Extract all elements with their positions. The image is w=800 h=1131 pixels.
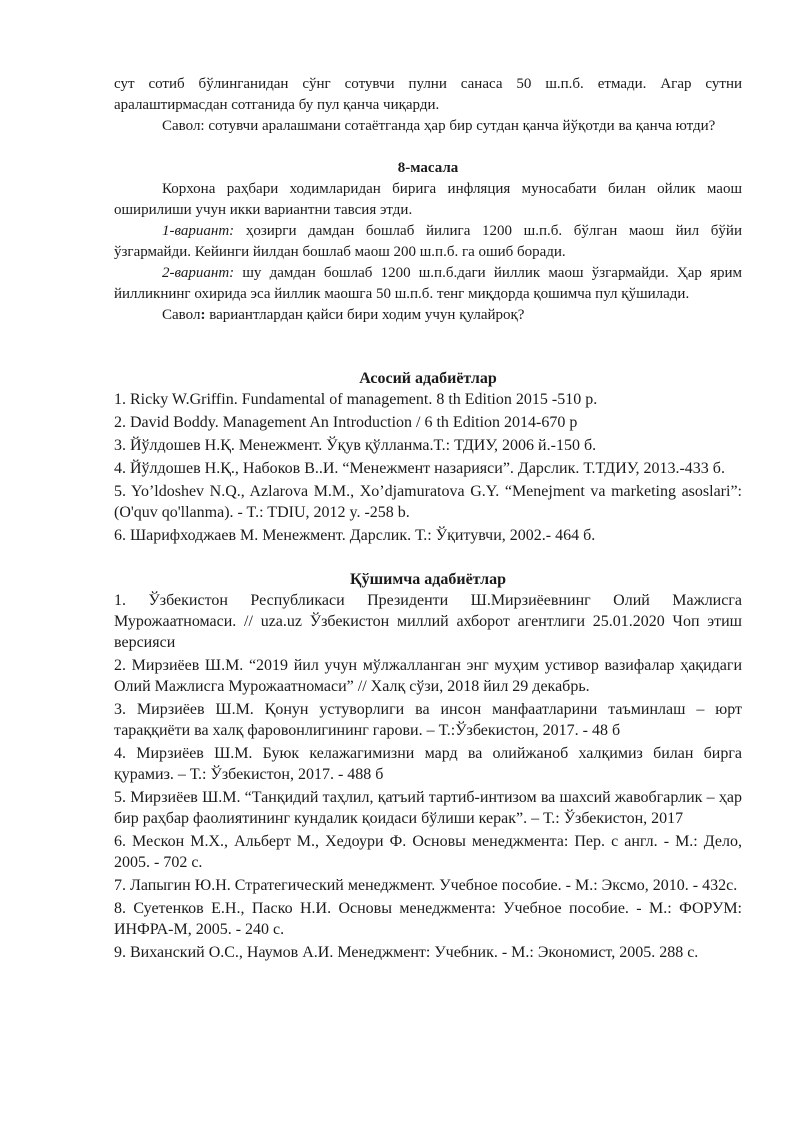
extra-lit-item: 5. Мирзиёев Ш.М. “Танқидий таҳлил, қатъий тартиб-интизом ва шахсий жавобгарлик – ҳар бир раҳбар фаолиятининг кундалик қоидаси бўлиши керак”. – Т.: Ўзбекистон, 2017	[114, 789, 742, 827]
main-lit-item: 5. Yo’ldoshev N.Q., Azlarova M.M., Xo’djamuratova G.Y. “Menejment va marketing asoslari”: (O'quv qo'llanma). - T.: TDIU, 2012 y. -258 b.	[114, 483, 742, 521]
main-literature-title: Асосий адабиётлар	[359, 370, 497, 387]
question-text: вариантлардан қайси бири ходим учун қулайроқ?	[205, 307, 525, 323]
main-lit-item: 4. Йўлдошев Н.Қ., Набоков В..И. “Менежмент назарияси”. Дарслик. Т.ТДИУ, 2013.-433 б.	[114, 460, 725, 477]
extra-lit-item: 1. Ўзбекистон Республикаси Президенти Ш.Мирзиёевнинг Олий Мажлисга Мурожаатномаси. // uza.uz Ўзбекистон миллий ахборот агентлиги 25.01.2020 Чоп этиш версияси	[114, 592, 742, 651]
task8-question	[114, 305, 742, 326]
main-lit-item: 3. Йўлдошев Н.Қ. Менежмент. Ўқув қўлланма.Т.: ТДИУ, 2006 й.-150 б.	[114, 437, 597, 454]
variant1-text: ҳозирги дамдан бошлаб йилига 1200 ш.п.б. бўлган маош йил бўйи ўзгармайди. Кейинги йилдан бошлаб маош 200 ш.п.б. га ошиб боради.	[114, 223, 742, 260]
extra-literature-title: Қўшимча адабиётлар	[350, 571, 506, 588]
extra-lit-item: 2. Мирзиёев Ш.М. “2019 йил учун мўлжалланган энг муҳим устивор вазифалар ҳақидаги Олий Мажлисга Мурожаатномаси” // Халқ сўзи, 2018 йил 29 декабрь.	[114, 657, 742, 695]
intro-paragraph: сут сотиб бўлинганидан сўнг сотувчи пулни санаса 50 ш.п.б. етмади. Агар сутни аралаштирмасдан сотганида бу пул қанча чиқарди.	[114, 76, 742, 113]
extra-literature-list	[114, 590, 742, 963]
task8-variant1	[114, 221, 742, 263]
question-colon: :	[200, 307, 206, 323]
main-lit-item: 6. Шарифходжаев М. Менежмент. Дарслик. Т.: Ўқитувчи, 2002.- 464 б.	[114, 527, 596, 544]
document-page	[114, 74, 742, 965]
task8-paragraph: Корхона раҳбари ходимларидан бирига инфляция муносабати билан ойлик маош оширилиши учун икки вариантни тавсия этди.	[114, 181, 742, 218]
extra-lit-item: 9. Виханский О.С., Наумов А.И. Менеджмент: Учебник. - М.: Экономист, 2005. 288 с.	[114, 944, 699, 961]
extra-lit-item: 6. Мескон М.Х., Альберт М., Хедоури Ф. Основы менеджмента: Пер. с англ. - М.: Дело, 2005. - 702 с.	[114, 833, 742, 871]
variant2-text: шу дамдан бошлаб 1200 ш.п.б.даги йиллик маош ўзгармайди. Ҳар ярим йилликнинг охирида эса йиллик маошга 50 ш.п.б. тенг миқдорда қошимча пул қўшилади.	[114, 265, 742, 302]
question-label: Савол	[162, 307, 201, 323]
variant1-label: 1-вариант:	[162, 223, 235, 239]
extra-lit-item: 7. Лапыгин Ю.Н. Стратегический менеджмент. Учебное пособие. - М.: Эксмо, 2010. - 432с.	[114, 877, 738, 894]
extra-lit-item: 3. Мирзиёев Ш.М. Қонун устуворлиги ва инсон манфаатларини таъминлаш – юрт тараққиёти ва халқ фаровонлигининг гарови. – Т.:Ўзбекистон, 2017. - 48 б	[114, 701, 742, 739]
extra-lit-item: 8. Суетенков Е.Н., Паско Н.И. Основы менеджмента: Учебное пособие. - М.: ФОРУМ: ИНФРА-М, 2005. - 240 с.	[114, 900, 742, 938]
task8-title: 8-масала	[397, 160, 459, 176]
variant2-label: 2-вариант:	[162, 265, 235, 281]
main-literature-list	[114, 389, 742, 546]
task8-variant2	[114, 263, 742, 305]
main-lit-item: 2. David Boddy. Management An Introduction / 6 th Edition 2014-670 p	[114, 414, 578, 431]
intro-question: Савол: сотувчи аралашмани сотаётганда ҳар бир сутдан қанча йўқотди ва қанча ютди?	[162, 118, 716, 134]
extra-lit-item: 4. Мирзиёев Ш.М. Буюк келажагимизни мард ва олийжаноб халқимиз билан бирга қурамиз. – Т.: Ўзбекистон, 2017. - 488 б	[114, 745, 742, 783]
main-lit-item: 1. Ricky W.Griffin. Fundamental of management. 8 th Edition 2015 -510 p.	[114, 391, 598, 408]
